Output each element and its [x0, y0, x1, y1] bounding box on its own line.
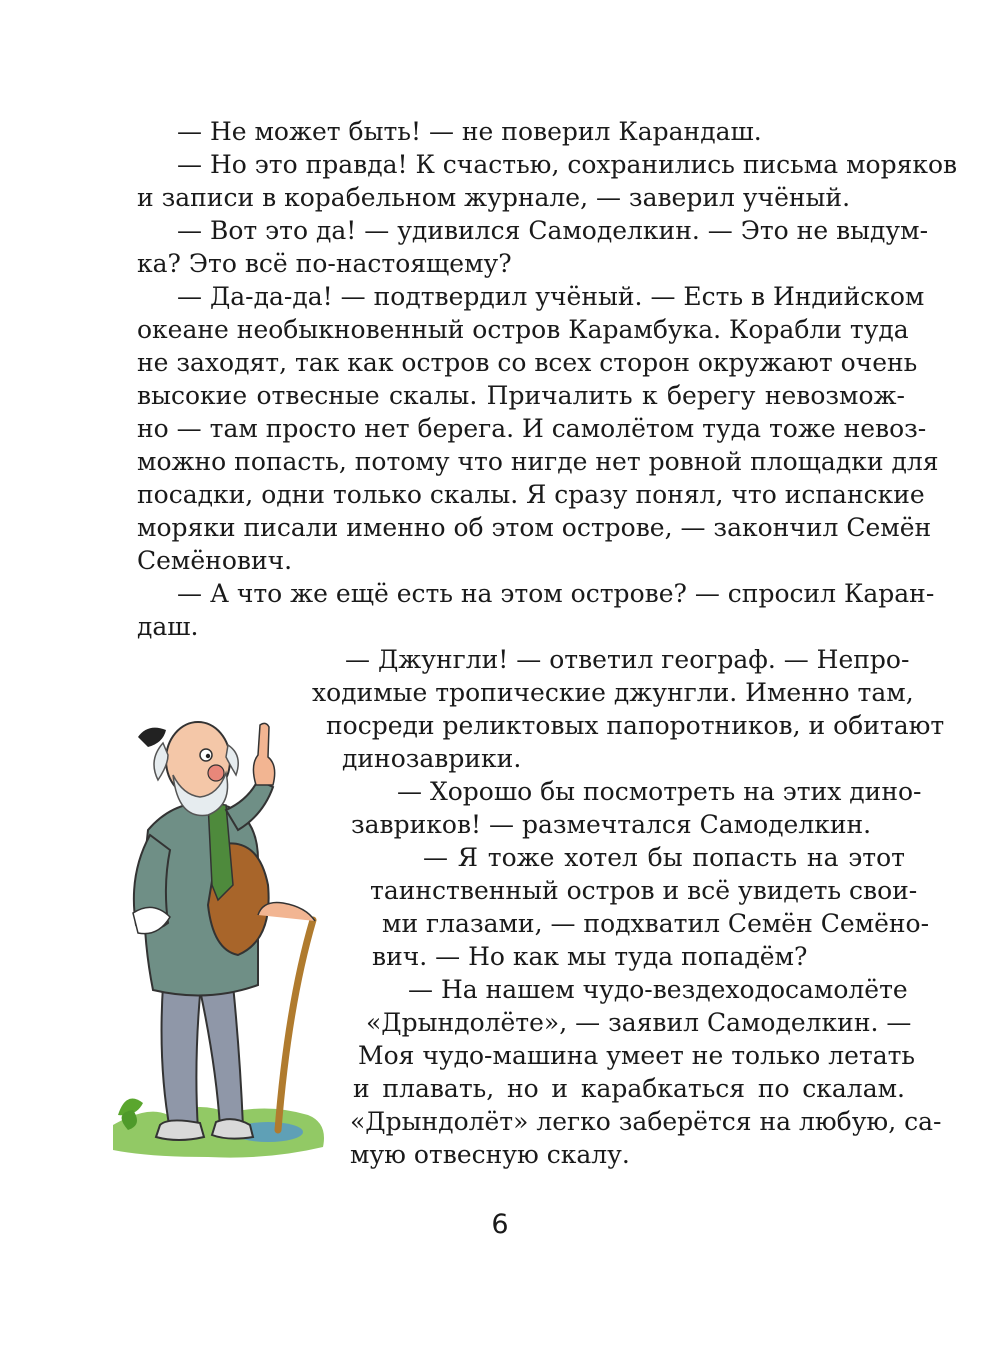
nose: [208, 765, 224, 781]
text-line: — Не может быть! — не поверил Карандаш.: [177, 117, 762, 146]
text-line: — Я тоже хотел бы попасть на этот: [423, 843, 905, 872]
text-line: вич. — Но как мы туда попадём?: [372, 942, 808, 971]
text-line: мую отвесную скалу.: [350, 1140, 630, 1169]
text-line: океане необыкновенный остров Карамбука. Корабли туда: [137, 315, 909, 344]
walking-cane: [278, 920, 313, 1130]
text-line: ка? Это всё по-настоящему?: [137, 249, 512, 278]
text-line: таинственный остров и всё увидеть свои-: [370, 876, 918, 905]
text-line: даш.: [137, 612, 199, 641]
hair: [154, 743, 168, 780]
text-line: — На нашем чудо-вездеходосамолёте: [408, 975, 908, 1004]
text-line: «Дрындолёте», — заявил Самоделкин. —: [366, 1008, 912, 1037]
pointing-hand: [253, 723, 274, 785]
left-shoe: [156, 1120, 204, 1140]
text-line: ми глазами, — подхватил Семён Семёно-: [382, 909, 930, 938]
text-line: посреди реликтовых папоротников, и обитают: [326, 711, 945, 740]
text-line: ходимые тропические джунгли. Именно там,: [312, 678, 914, 707]
text-line: высокие отвесные скалы. Причалить к берегу невозмож-: [137, 381, 905, 410]
text-line: динозаврики.: [342, 744, 522, 773]
text-line: но — там просто нет берега. И самолётом туда тоже невоз-: [137, 414, 927, 443]
text-line: Моя чудо-машина умеет не только летать: [358, 1041, 916, 1070]
page-number: 6: [491, 1209, 509, 1240]
text-line: не заходят, так как остров со всех сторон окружают очень: [137, 348, 918, 377]
text-line: «Дрындолёт» легко заберётся на любую, са-: [350, 1107, 942, 1136]
text-line: — Но это правда! К счастью, сохранились письма моряков: [177, 150, 958, 179]
text-line: и плавать, но и карабкаться по скалам.: [353, 1074, 905, 1103]
text-line: — Да-да-да! — подтвердил учёный. — Есть в Индийском: [177, 282, 925, 311]
old-scientist-with-cane-illustration: [108, 685, 343, 1165]
right-arm: [226, 780, 273, 830]
text-line: моряки писали именно об этом острове, — закончил Семён: [137, 513, 932, 542]
right-leg: [200, 985, 243, 1127]
eye: [200, 749, 212, 761]
text-line: — Вот это да! — удивился Самоделкин. — Это не выдум-: [177, 216, 929, 245]
text-line: можно попасть, потому что нигде нет ровной площадки для: [137, 447, 939, 476]
text-line: и записи в корабельном журнале, — заверил учёный.: [137, 183, 851, 212]
text-line: — Хорошо бы посмотреть на этих дино-: [397, 777, 922, 806]
text-line: Семёнович.: [137, 546, 293, 575]
text-line: завриков! — размечтался Самоделкин.: [351, 810, 872, 839]
text-line: — Джунгли! — ответил географ. — Непро-: [345, 645, 910, 674]
text-line: посадки, одни только скалы. Я сразу понял, что испанские: [137, 480, 925, 509]
left-leg: [162, 985, 200, 1130]
text-line: — А что же ещё есть на этом острове? — спросил Каран-: [177, 579, 935, 608]
